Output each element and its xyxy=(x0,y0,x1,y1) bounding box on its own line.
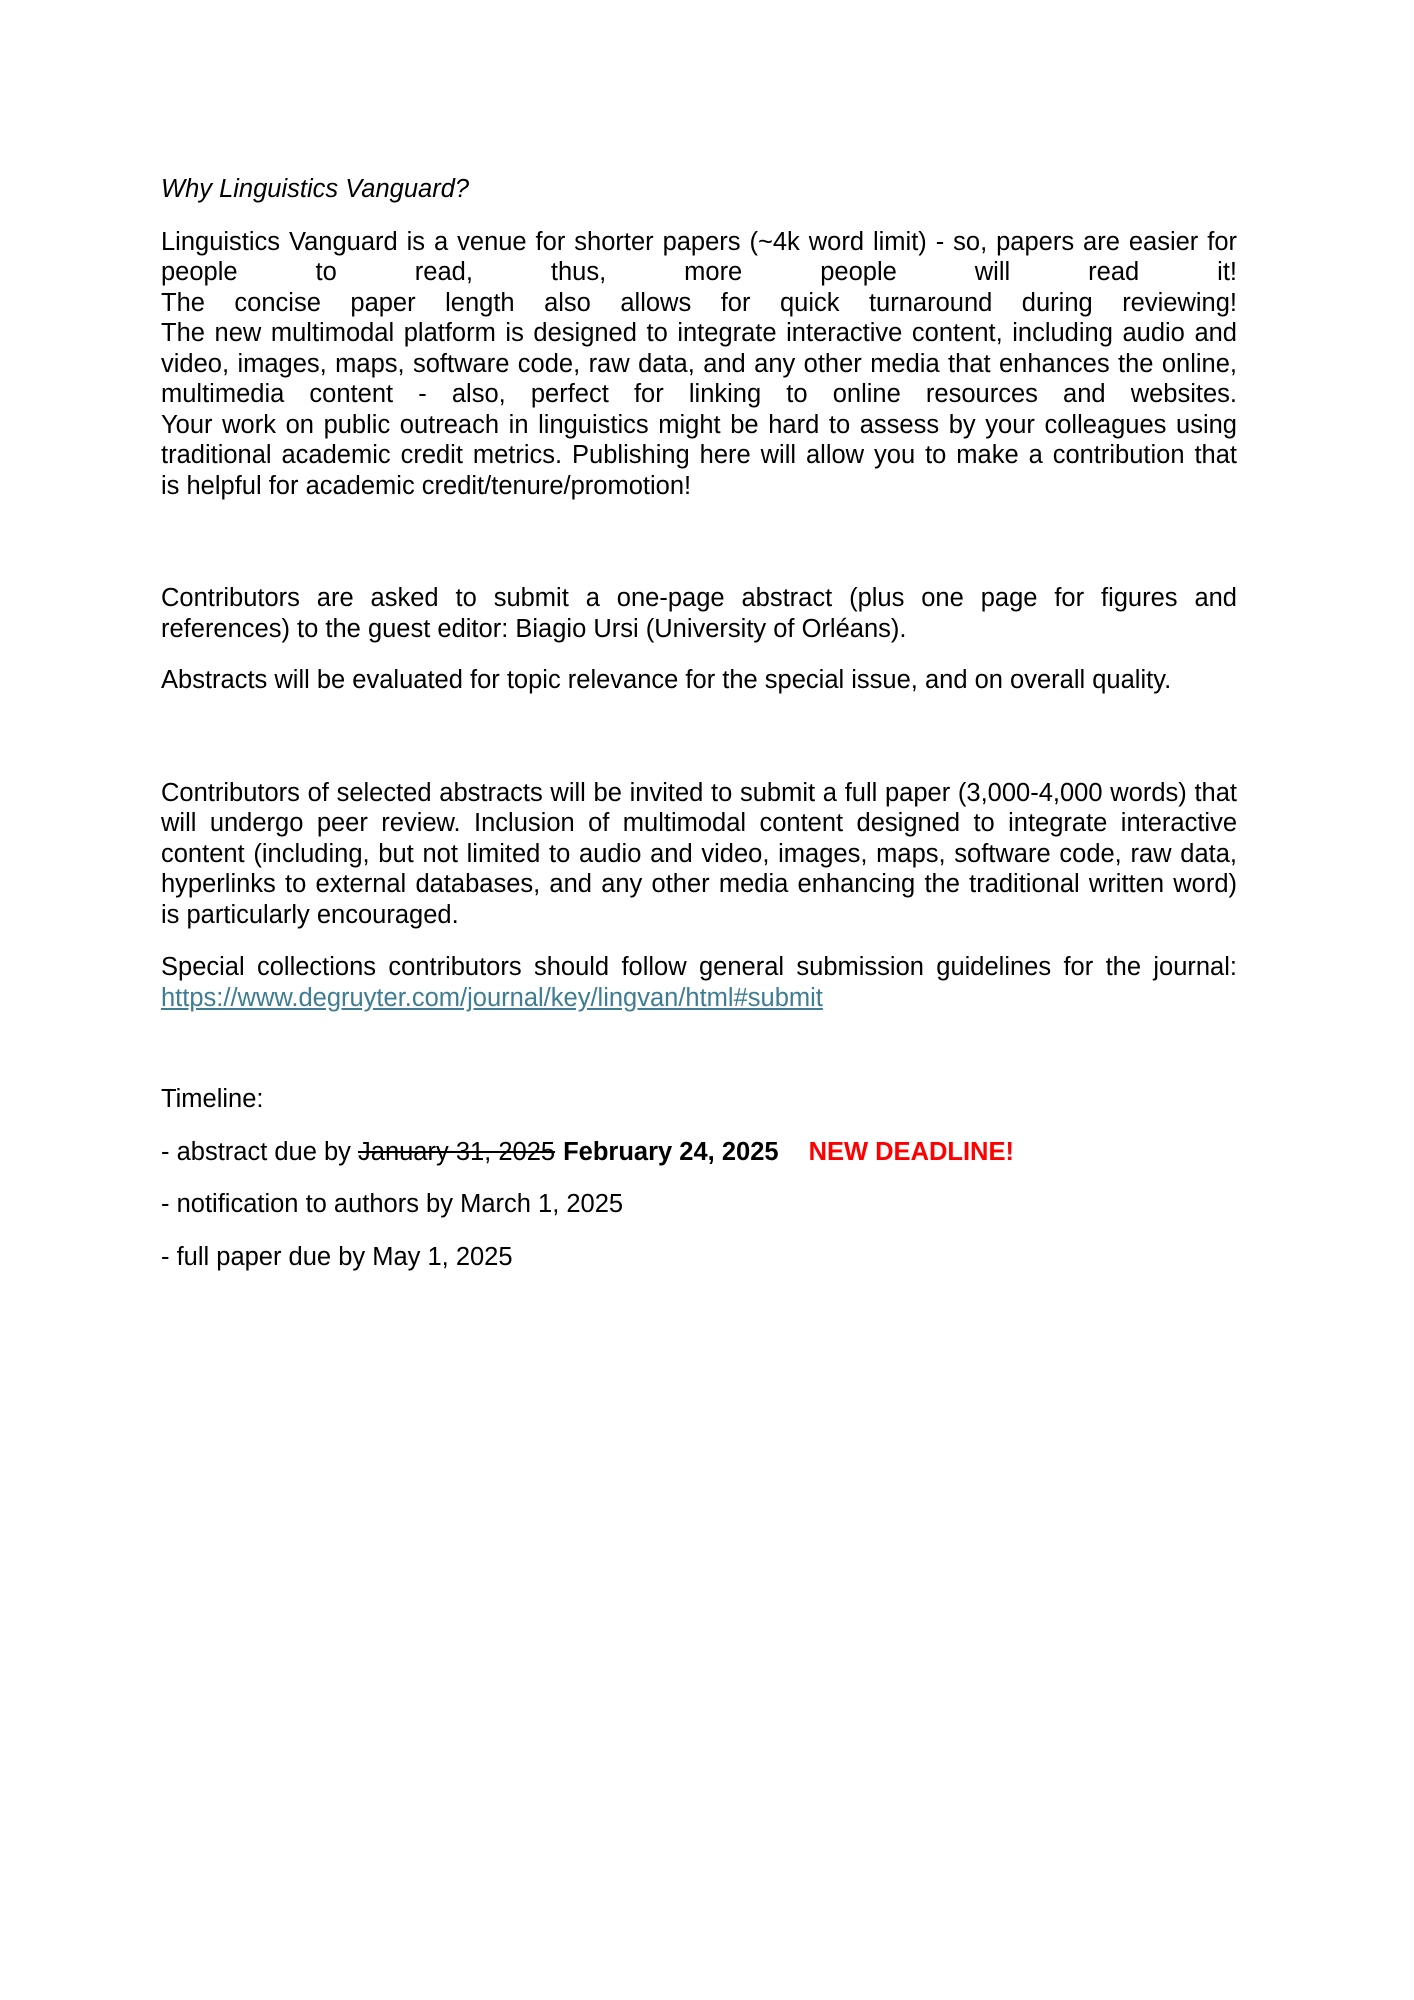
paragraph-contributors-abstract xyxy=(161,583,1237,644)
text-line: people to read, thus, more people will read it! xyxy=(161,258,1237,286)
timeline-item-full-paper xyxy=(161,1242,1237,1273)
text-line: Abstracts will be evaluated for topic relevance for the special issue, and on overall quality. xyxy=(161,666,1172,694)
submission-guidelines-link[interactable]: https://www.degruyter.com/journal/key/lingvan/html#submit xyxy=(161,983,823,1012)
section-heading-text: Why Linguistics Vanguard? xyxy=(161,175,470,203)
text-line xyxy=(161,983,1237,1014)
text-line: references) to the guest editor: Biagio Ursi (University of Orléans). xyxy=(161,614,907,643)
old-deadline-date: January 31, 2025 xyxy=(358,1137,556,1166)
new-deadline-date: February 24, 2025 xyxy=(563,1137,779,1166)
timeline-item-text: - full paper due by May 1, 2025 xyxy=(161,1242,513,1271)
timeline-heading xyxy=(161,1084,1237,1115)
text-line: Linguistics Vanguard is a venue for shorter papers (~4k word limit) - so, papers are easier for xyxy=(161,227,1237,256)
text-line: Contributors of selected abstracts will be invited to submit a full paper (3,000-4,000 words) that xyxy=(161,778,1237,807)
text-line: will undergo peer review. Inclusion of multimodal content designed to integrate interactive xyxy=(161,809,1237,837)
timeline-heading-text: Timeline: xyxy=(161,1085,264,1113)
timeline-item-abstract xyxy=(161,1137,1237,1168)
timeline-item-text: - notification to authors by March 1, 2025 xyxy=(161,1190,624,1218)
timeline-item-notification xyxy=(161,1189,1237,1220)
paragraph-submission-guidelines xyxy=(161,952,1237,1013)
text-line: multimedia content - also, perfect for linking to online resources and websites. xyxy=(161,380,1237,408)
section-heading-why xyxy=(161,174,1237,205)
text-line: content (including, but not limited to audio and video, images, maps, software code, raw data, xyxy=(161,839,1237,868)
text-line: traditional academic credit metrics. Publishing here will allow you to make a contribution that xyxy=(161,441,1237,469)
text-line: The concise paper length also allows for quick turnaround during reviewing! xyxy=(161,288,1237,317)
paragraph-why-linguistics-vanguard xyxy=(161,227,1237,502)
abstract-due-prefix: - abstract due by xyxy=(161,1137,359,1166)
text-line: Contributors are asked to submit a one-page abstract (plus one page for figures and xyxy=(161,584,1237,612)
document-page xyxy=(161,0,1237,1272)
text-line: is particularly encouraged. xyxy=(161,900,459,929)
text-line: Your work on public outreach in linguistics might be hard to assess by your colleagues using xyxy=(161,410,1237,439)
new-deadline-badge: NEW DEADLINE! xyxy=(808,1137,1014,1166)
paragraph-abstracts-evaluated xyxy=(161,665,1237,696)
text-line: The new multimodal platform is designed to integrate interactive content, including audio and xyxy=(161,319,1237,347)
text-line: video, images, maps, software code, raw data, and any other media that enhances the online, xyxy=(161,349,1237,378)
text-line: hyperlinks to external databases, and any other media enhancing the traditional written word) xyxy=(161,870,1237,898)
text-line: Special collections contributors should follow general submission guidelines for the journal: xyxy=(161,953,1237,981)
text-line: is helpful for academic credit/tenure/promotion! xyxy=(161,471,692,500)
paragraph-selected-abstracts xyxy=(161,778,1237,931)
